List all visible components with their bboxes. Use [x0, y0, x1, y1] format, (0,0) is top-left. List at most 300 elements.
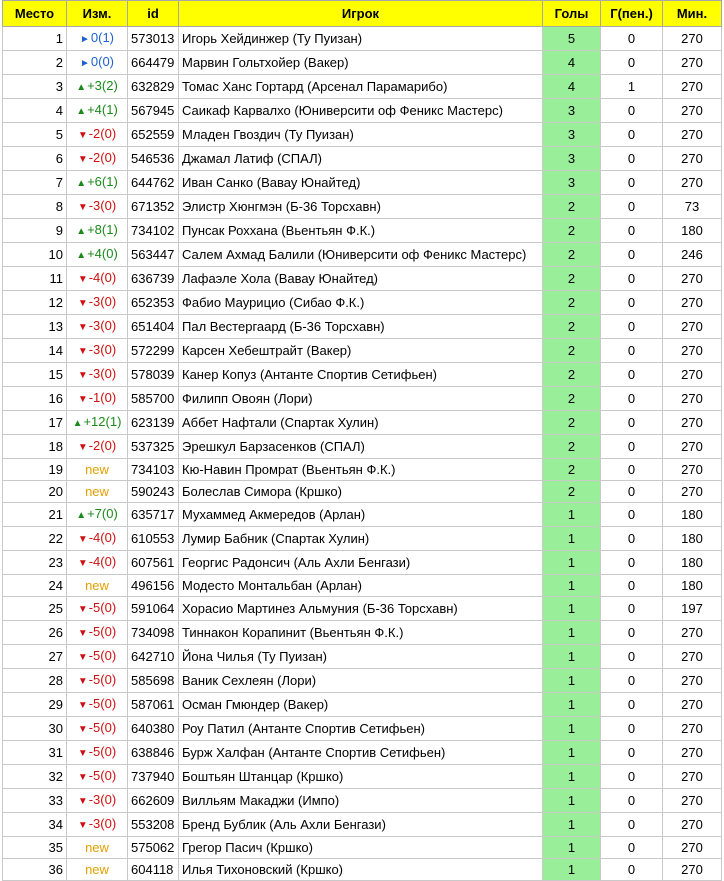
id-cell: 651404 [128, 315, 179, 339]
goals-cell: 1 [543, 813, 601, 837]
penalty-goals-cell: 0 [601, 243, 663, 267]
player-cell: Мухаммед Акмередов (Арлан) [179, 503, 543, 527]
penalty-goals-cell: 0 [601, 219, 663, 243]
goals-cell: 1 [543, 597, 601, 621]
change-value: -2(0) [88, 438, 117, 453]
id-cell: 652353 [128, 291, 179, 315]
change-value: -5(0) [88, 672, 117, 687]
goals-cell: 5 [543, 27, 601, 51]
goals-cell: 1 [543, 789, 601, 813]
goals-cell: 2 [543, 411, 601, 435]
change-cell [67, 387, 128, 411]
place-cell: 30 [3, 717, 67, 741]
change-cell [67, 219, 128, 243]
change-cell [67, 669, 128, 693]
minutes-cell: 180 [663, 527, 722, 551]
table-row[interactable] [3, 435, 722, 459]
minutes-cell: 270 [663, 387, 722, 411]
table-row[interactable] [3, 765, 722, 789]
penalty-goals-cell: 0 [601, 123, 663, 147]
place-cell: 17 [3, 411, 67, 435]
change-cell [67, 147, 128, 171]
place-cell: 23 [3, 551, 67, 575]
place-cell: 11 [3, 267, 67, 291]
change-value: +4(0) [87, 246, 118, 261]
minutes-cell: 270 [663, 837, 722, 859]
change-cell [67, 503, 128, 527]
player-cell: Игорь Хейдинжер (Ту Пуизан) [179, 27, 543, 51]
place-cell: 18 [3, 435, 67, 459]
arrow-down-icon: ▼ [77, 772, 88, 783]
minutes-cell: 270 [663, 363, 722, 387]
change-cell [67, 837, 128, 859]
id-cell: 644762 [128, 171, 179, 195]
place-cell: 35 [3, 837, 67, 859]
table-row[interactable] [3, 27, 722, 51]
table-row[interactable] [3, 551, 722, 575]
minutes-cell: 270 [663, 75, 722, 99]
penalty-goals-cell: 0 [601, 621, 663, 645]
header-penalties[interactable]: Г(пен.) [601, 1, 663, 27]
goals-cell: 1 [543, 527, 601, 551]
penalty-goals-cell: 0 [601, 575, 663, 597]
player-cell: Салем Ахмад Балили (Юниверсити оф Феникс Мастерс) [179, 243, 543, 267]
change-cell [67, 363, 128, 387]
penalty-goals-cell: 0 [601, 693, 663, 717]
id-cell: 572299 [128, 339, 179, 363]
player-cell: Ваник Сехлеян (Лори) [179, 669, 543, 693]
place-cell: 28 [3, 669, 67, 693]
penalty-goals-cell: 0 [601, 27, 663, 51]
change-value: -2(0) [88, 150, 117, 165]
table-row[interactable] [3, 411, 722, 435]
change-value: new [85, 578, 109, 593]
id-cell: 664479 [128, 51, 179, 75]
table-row[interactable] [3, 503, 722, 527]
scorers-table [2, 0, 722, 881]
player-cell: Грегор Пасич (Кршко) [179, 837, 543, 859]
minutes-cell: 270 [663, 741, 722, 765]
table-row[interactable] [3, 387, 722, 411]
table-row[interactable] [3, 669, 722, 693]
id-cell: 546536 [128, 147, 179, 171]
penalty-goals-cell: 0 [601, 171, 663, 195]
goals-cell: 1 [543, 693, 601, 717]
change-cell [67, 51, 128, 75]
goals-cell: 1 [543, 717, 601, 741]
player-cell: Боштьян Штанцар (Кршко) [179, 765, 543, 789]
arrow-down-icon: ▼ [77, 652, 88, 663]
change-value: -3(0) [88, 318, 117, 333]
header-minutes[interactable]: Мин. [663, 1, 722, 27]
table-row[interactable] [3, 481, 722, 503]
goals-cell: 2 [543, 267, 601, 291]
penalty-goals-cell: 0 [601, 669, 663, 693]
goals-cell: 1 [543, 741, 601, 765]
minutes-cell: 270 [663, 789, 722, 813]
id-cell: 496156 [128, 575, 179, 597]
change-value: -3(0) [88, 792, 117, 807]
player-cell: Джамал Латиф (СПАЛ) [179, 147, 543, 171]
arrow-down-icon: ▼ [77, 604, 88, 615]
id-cell: 652559 [128, 123, 179, 147]
table-row[interactable] [3, 693, 722, 717]
change-cell [67, 267, 128, 291]
penalty-goals-cell: 0 [601, 51, 663, 75]
table-row[interactable] [3, 171, 722, 195]
id-cell: 635717 [128, 503, 179, 527]
goals-cell: 2 [543, 291, 601, 315]
penalty-goals-cell: 0 [601, 597, 663, 621]
table-row[interactable] [3, 459, 722, 481]
minutes-cell: 270 [663, 645, 722, 669]
arrow-down-icon: ▼ [77, 394, 88, 405]
table-row[interactable] [3, 813, 722, 837]
place-cell: 26 [3, 621, 67, 645]
table-body [3, 27, 722, 881]
change-value: -3(0) [88, 198, 117, 213]
player-cell: Филипп Овоян (Лори) [179, 387, 543, 411]
change-value: -3(0) [88, 366, 117, 381]
place-cell: 29 [3, 693, 67, 717]
header-change[interactable]: Изм. [67, 1, 128, 27]
arrow-up-icon: ▲ [76, 178, 87, 189]
penalty-goals-cell: 0 [601, 195, 663, 219]
minutes-cell: 270 [663, 291, 722, 315]
table-row[interactable] [3, 575, 722, 597]
arrow-down-icon: ▼ [77, 274, 88, 285]
header-goals[interactable]: Голы [543, 1, 601, 27]
id-cell: 734103 [128, 459, 179, 481]
goals-cell: 1 [543, 621, 601, 645]
place-cell: 33 [3, 789, 67, 813]
change-cell [67, 527, 128, 551]
change-cell [67, 75, 128, 99]
penalty-goals-cell: 0 [601, 741, 663, 765]
penalty-goals-cell: 0 [601, 411, 663, 435]
place-cell: 34 [3, 813, 67, 837]
minutes-cell: 180 [663, 575, 722, 597]
change-value: 0(0) [90, 54, 115, 69]
arrow-up-icon: ▲ [76, 250, 87, 261]
player-cell: Канер Копуз (Антанте Спортив Сетифьен) [179, 363, 543, 387]
minutes-cell: 270 [663, 339, 722, 363]
id-cell: 537325 [128, 435, 179, 459]
table-row[interactable] [3, 243, 722, 267]
penalty-goals-cell: 0 [601, 481, 663, 503]
table-row[interactable] [3, 789, 722, 813]
minutes-cell: 270 [663, 147, 722, 171]
table-row[interactable] [3, 717, 722, 741]
penalty-goals-cell: 0 [601, 837, 663, 859]
change-value: -5(0) [88, 624, 117, 639]
change-value: -3(0) [88, 342, 117, 357]
minutes-cell: 270 [663, 315, 722, 339]
id-cell: 585700 [128, 387, 179, 411]
player-cell: Кю-Навин Промрат (Вьентьян Ф.К.) [179, 459, 543, 481]
change-cell [67, 459, 128, 481]
penalty-goals-cell: 0 [601, 387, 663, 411]
table-row[interactable] [3, 123, 722, 147]
penalty-goals-cell: 0 [601, 267, 663, 291]
change-value: -1(0) [88, 390, 117, 405]
player-cell: Иван Санко (Вавау Юнайтед) [179, 171, 543, 195]
penalty-goals-cell: 0 [601, 503, 663, 527]
table-row[interactable] [3, 75, 722, 99]
table-row[interactable] [3, 267, 722, 291]
change-value: new [85, 484, 109, 499]
minutes-cell: 270 [663, 435, 722, 459]
table-row[interactable] [3, 837, 722, 859]
id-cell: 638846 [128, 741, 179, 765]
player-cell: Марвин Гольтхойер (Вакер) [179, 51, 543, 75]
goals-cell: 2 [543, 481, 601, 503]
arrow-down-icon: ▼ [77, 130, 88, 141]
place-cell: 9 [3, 219, 67, 243]
change-value: +8(1) [87, 222, 118, 237]
goals-cell: 3 [543, 99, 601, 123]
header-place[interactable]: Место [3, 1, 67, 27]
change-value: -5(0) [88, 720, 117, 735]
table-row[interactable] [3, 527, 722, 551]
table-row[interactable] [3, 645, 722, 669]
table-row[interactable] [3, 363, 722, 387]
place-cell: 16 [3, 387, 67, 411]
place-cell: 2 [3, 51, 67, 75]
change-value: -4(0) [88, 530, 117, 545]
player-cell: Саикаф Карвалхо (Юниверсити оф Феникс Мастерс) [179, 99, 543, 123]
change-cell [67, 693, 128, 717]
table-header [3, 1, 722, 27]
player-cell: Болеслав Симора (Кршко) [179, 481, 543, 503]
place-cell: 32 [3, 765, 67, 789]
goals-cell: 1 [543, 645, 601, 669]
penalty-goals-cell: 0 [601, 813, 663, 837]
place-cell: 4 [3, 99, 67, 123]
arrow-down-icon: ▼ [77, 202, 88, 213]
player-cell: Фабио Маурицио (Сибао Ф.К.) [179, 291, 543, 315]
arrow-down-icon: ▼ [77, 298, 88, 309]
table-row[interactable] [3, 219, 722, 243]
player-cell: Модесто Монтальбан (Арлан) [179, 575, 543, 597]
change-value: new [85, 840, 109, 855]
minutes-cell: 270 [663, 693, 722, 717]
change-cell [67, 243, 128, 267]
change-cell [67, 291, 128, 315]
change-value: new [85, 862, 109, 877]
id-cell: 607561 [128, 551, 179, 575]
place-cell: 12 [3, 291, 67, 315]
arrow-down-icon: ▼ [77, 370, 88, 381]
change-cell [67, 789, 128, 813]
table-row[interactable] [3, 597, 722, 621]
place-cell: 10 [3, 243, 67, 267]
change-cell [67, 435, 128, 459]
place-cell: 7 [3, 171, 67, 195]
place-cell: 22 [3, 527, 67, 551]
minutes-cell: 270 [663, 765, 722, 789]
place-cell: 14 [3, 339, 67, 363]
penalty-goals-cell: 0 [601, 789, 663, 813]
place-cell: 20 [3, 481, 67, 503]
place-cell: 36 [3, 859, 67, 881]
goals-cell: 1 [543, 859, 601, 881]
id-cell: 587061 [128, 693, 179, 717]
penalty-goals-cell: 0 [601, 459, 663, 481]
change-value: -3(0) [88, 294, 117, 309]
goals-cell: 2 [543, 459, 601, 481]
place-cell: 3 [3, 75, 67, 99]
change-cell [67, 859, 128, 881]
change-value: +3(2) [87, 78, 118, 93]
penalty-goals-cell: 0 [601, 765, 663, 789]
change-value: -4(0) [88, 270, 117, 285]
minutes-cell: 270 [663, 267, 722, 291]
table-row[interactable] [3, 621, 722, 645]
change-value: -5(0) [88, 600, 117, 615]
table-row[interactable] [3, 315, 722, 339]
change-cell [67, 765, 128, 789]
id-cell: 575062 [128, 837, 179, 859]
change-cell [67, 621, 128, 645]
id-cell: 737940 [128, 765, 179, 789]
arrow-down-icon: ▼ [77, 558, 88, 569]
change-value: +6(1) [87, 174, 118, 189]
minutes-cell: 270 [663, 669, 722, 693]
goals-cell: 1 [543, 837, 601, 859]
id-cell: 734098 [128, 621, 179, 645]
penalty-goals-cell: 0 [601, 363, 663, 387]
arrow-down-icon: ▼ [77, 322, 88, 333]
place-cell: 31 [3, 741, 67, 765]
player-cell: Осман Гмюндер (Вакер) [179, 693, 543, 717]
arrow-up-icon: ▲ [72, 418, 83, 429]
id-cell: 662609 [128, 789, 179, 813]
table-row[interactable] [3, 291, 722, 315]
table-row[interactable] [3, 147, 722, 171]
player-cell: Георгис Радонсич (Аль Ахли Бенгази) [179, 551, 543, 575]
minutes-cell: 270 [663, 813, 722, 837]
id-cell: 636739 [128, 267, 179, 291]
arrow-up-icon: ▲ [76, 226, 87, 237]
table-row[interactable] [3, 51, 722, 75]
penalty-goals-cell: 0 [601, 859, 663, 881]
player-cell: Пунсак Роххана (Вьентьян Ф.К.) [179, 219, 543, 243]
change-cell [67, 597, 128, 621]
player-cell: Младен Гвоздич (Ту Пуизан) [179, 123, 543, 147]
change-cell [67, 551, 128, 575]
player-cell: Эрешкул Барзасенков (СПАЛ) [179, 435, 543, 459]
id-cell: 734102 [128, 219, 179, 243]
change-cell [67, 741, 128, 765]
minutes-cell: 270 [663, 411, 722, 435]
table-row[interactable] [3, 99, 722, 123]
table-row[interactable] [3, 339, 722, 363]
table-row[interactable] [3, 741, 722, 765]
arrow-down-icon: ▼ [77, 700, 88, 711]
penalty-goals-cell: 0 [601, 645, 663, 669]
player-cell: Лафаэле Хола (Вавау Юнайтед) [179, 267, 543, 291]
minutes-cell: 180 [663, 503, 722, 527]
arrow-right-icon: ► [79, 58, 90, 69]
player-cell: Элистр Хюнгмэн (Б-36 Торсхавн) [179, 195, 543, 219]
change-value: -5(0) [88, 696, 117, 711]
minutes-cell: 270 [663, 621, 722, 645]
minutes-cell: 270 [663, 27, 722, 51]
player-cell: Карсен Хебештрайт (Вакер) [179, 339, 543, 363]
arrow-down-icon: ▼ [77, 676, 88, 687]
arrow-down-icon: ▼ [77, 724, 88, 735]
table-row[interactable] [3, 859, 722, 881]
place-cell: 24 [3, 575, 67, 597]
change-cell [67, 99, 128, 123]
penalty-goals-cell: 0 [601, 717, 663, 741]
arrow-down-icon: ▼ [77, 796, 88, 807]
player-cell: Аббет Нафтали (Спартак Хулин) [179, 411, 543, 435]
table-row[interactable] [3, 195, 722, 219]
goals-cell: 2 [543, 219, 601, 243]
goals-cell: 1 [543, 669, 601, 693]
penalty-goals-cell: 1 [601, 75, 663, 99]
minutes-cell: 180 [663, 551, 722, 575]
minutes-cell: 197 [663, 597, 722, 621]
minutes-cell: 270 [663, 99, 722, 123]
penalty-goals-cell: 0 [601, 147, 663, 171]
goals-cell: 1 [543, 765, 601, 789]
player-cell: Томас Ханс Гортард (Арсенал Парамарибо) [179, 75, 543, 99]
place-cell: 13 [3, 315, 67, 339]
change-value: new [85, 462, 109, 477]
change-value: -2(0) [88, 126, 117, 141]
goals-cell: 1 [543, 551, 601, 575]
id-cell: 591064 [128, 597, 179, 621]
penalty-goals-cell: 0 [601, 339, 663, 363]
place-cell: 27 [3, 645, 67, 669]
goals-cell: 3 [543, 123, 601, 147]
penalty-goals-cell: 0 [601, 291, 663, 315]
id-cell: 578039 [128, 363, 179, 387]
place-cell: 19 [3, 459, 67, 481]
place-cell: 25 [3, 597, 67, 621]
arrow-down-icon: ▼ [77, 820, 88, 831]
change-cell [67, 27, 128, 51]
header-id[interactable]: id [128, 1, 179, 27]
change-cell [67, 195, 128, 219]
arrow-down-icon: ▼ [77, 748, 88, 759]
change-value: -3(0) [88, 816, 117, 831]
player-cell: Бурж Халфан (Антанте Спортив Сетифьен) [179, 741, 543, 765]
change-cell [67, 813, 128, 837]
id-cell: 567945 [128, 99, 179, 123]
penalty-goals-cell: 0 [601, 527, 663, 551]
goals-cell: 2 [543, 243, 601, 267]
change-cell [67, 339, 128, 363]
arrow-down-icon: ▼ [77, 346, 88, 357]
change-value: -5(0) [88, 768, 117, 783]
minutes-cell: 270 [663, 123, 722, 147]
change-cell [67, 171, 128, 195]
player-cell: Бренд Бублик (Аль Ахли Бенгази) [179, 813, 543, 837]
goals-cell: 3 [543, 147, 601, 171]
goals-cell: 2 [543, 363, 601, 387]
header-player[interactable]: Игрок [179, 1, 543, 27]
id-cell: 590243 [128, 481, 179, 503]
player-cell: Илья Тихоновский (Кршко) [179, 859, 543, 881]
arrow-right-icon: ► [79, 34, 90, 45]
id-cell: 671352 [128, 195, 179, 219]
player-cell: Лумир Бабник (Спартак Хулин) [179, 527, 543, 551]
player-cell: Хорасио Мартинез Альмуния (Б-36 Торсхавн) [179, 597, 543, 621]
